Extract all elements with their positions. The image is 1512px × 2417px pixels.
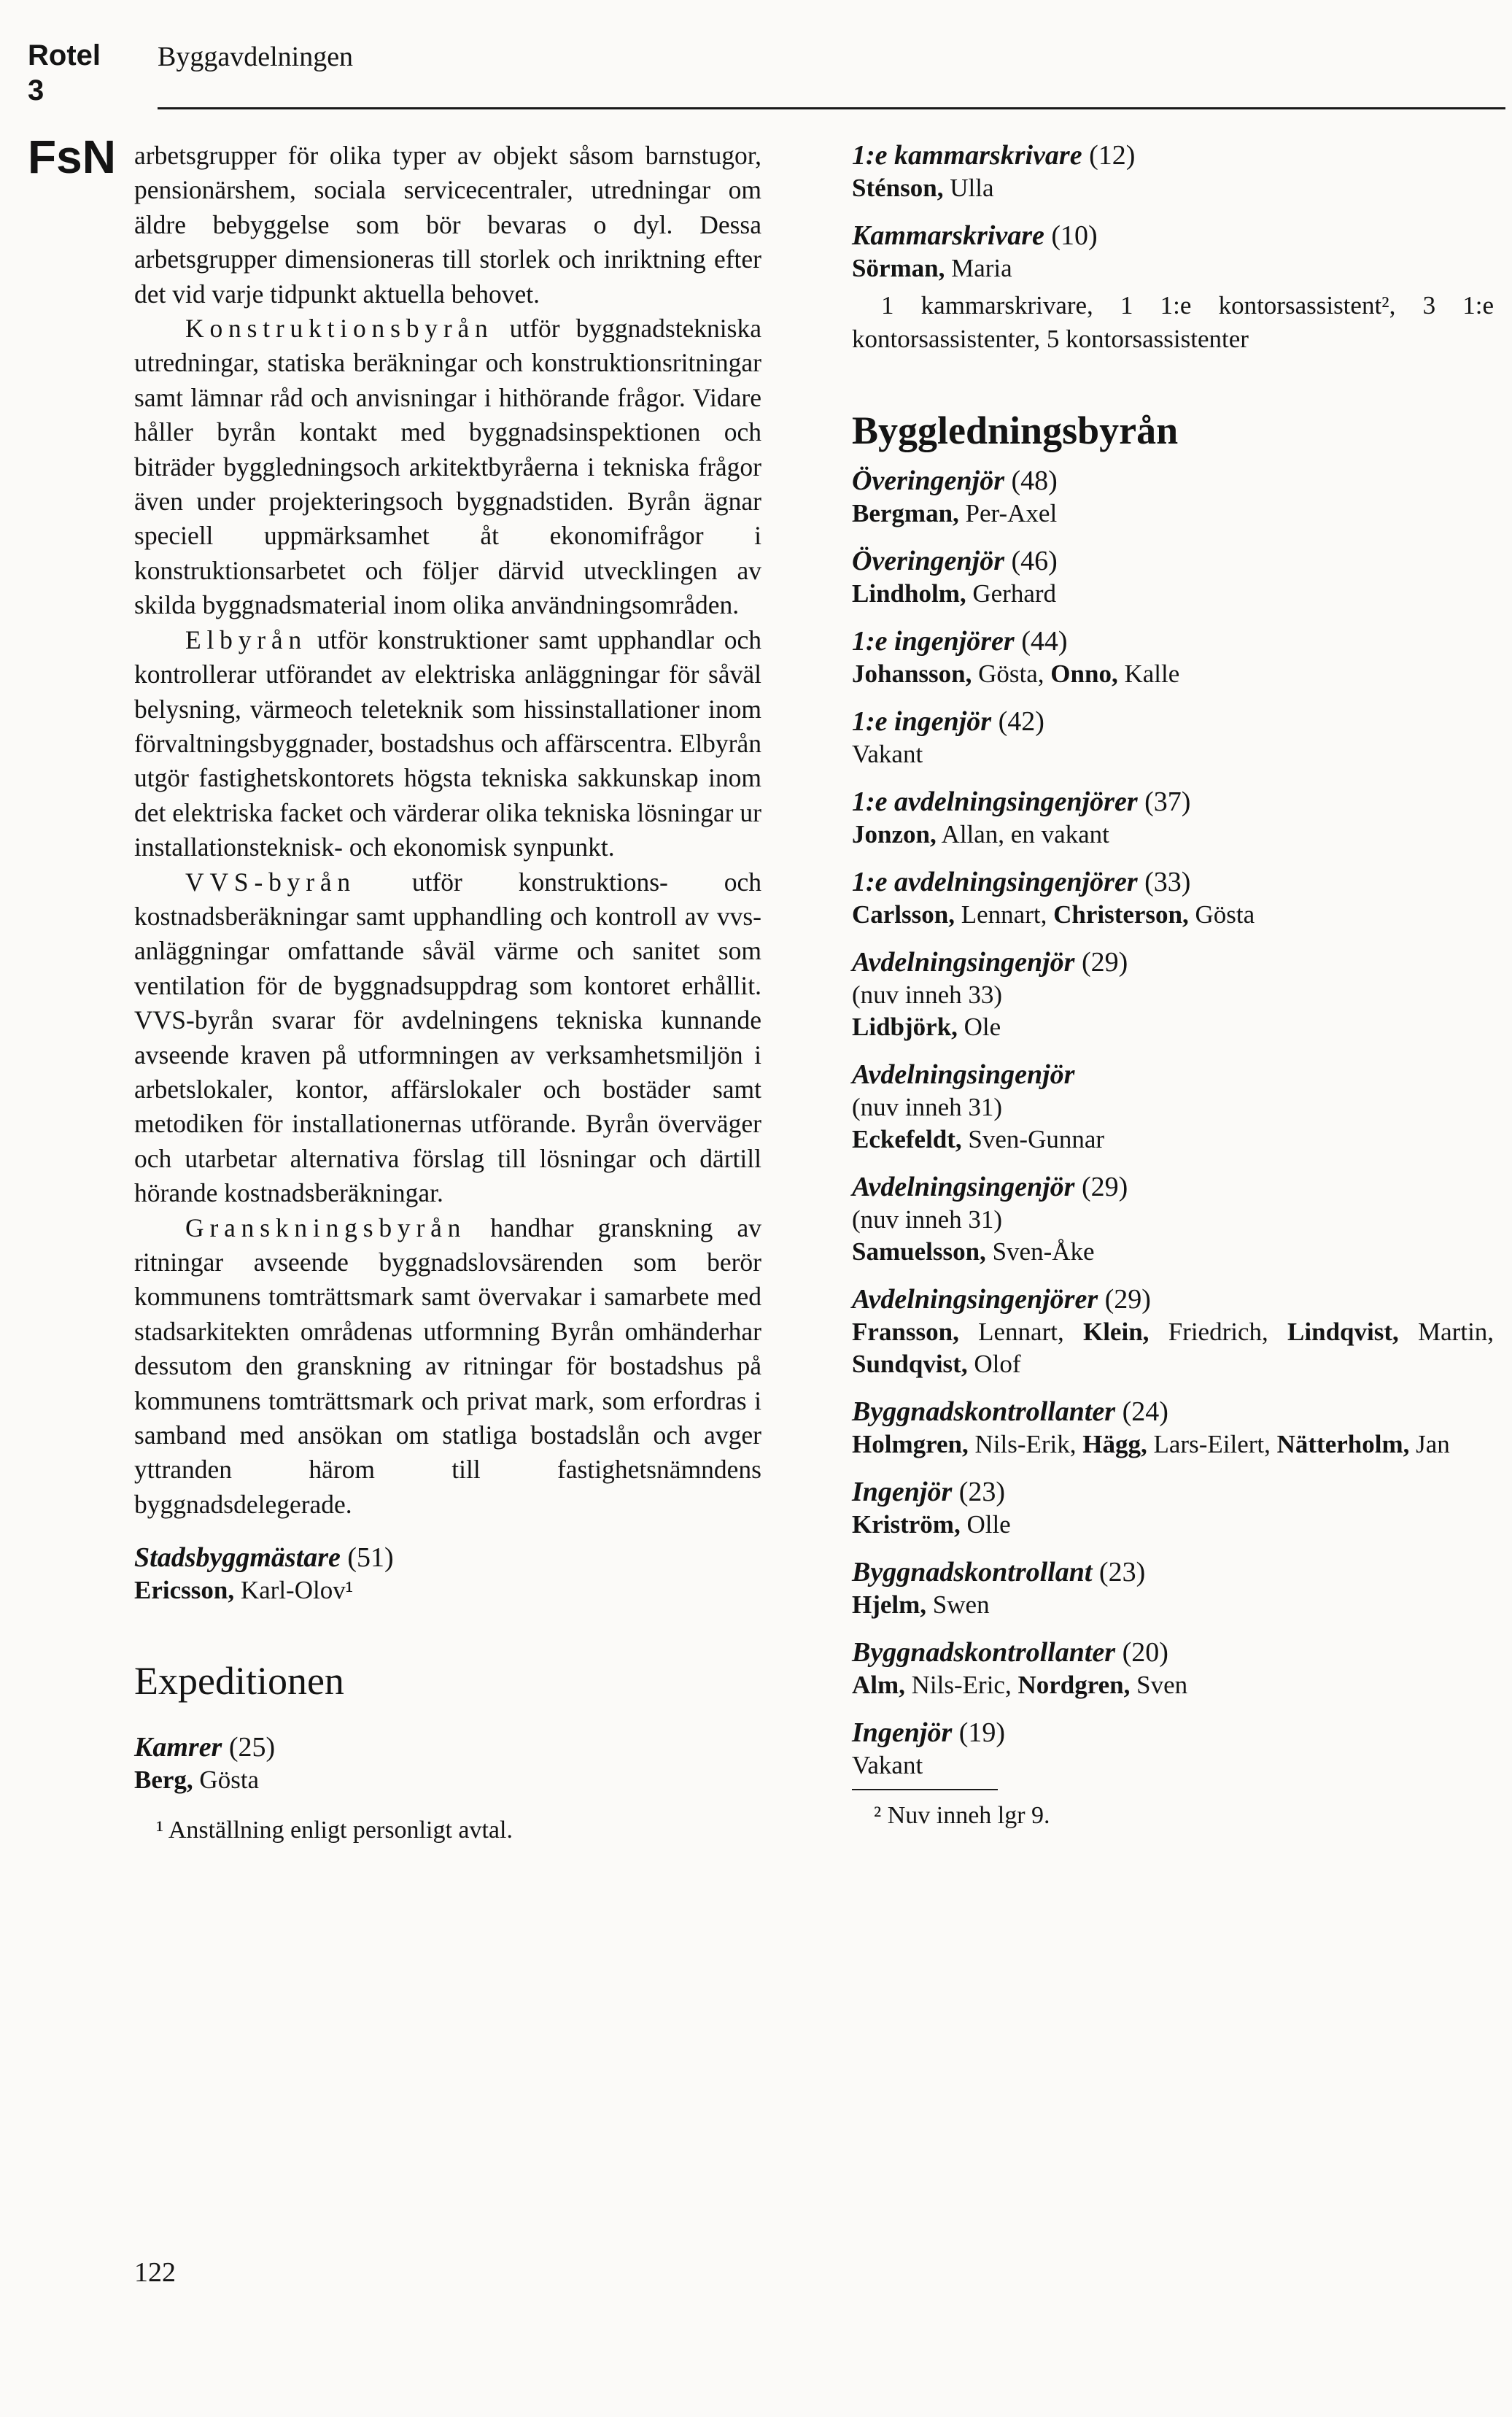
role-grade: (29): [1081, 947, 1128, 978]
surname: Sörman,: [852, 254, 945, 282]
role-title: 1:e ingenjör: [852, 706, 992, 737]
gransk-heading: Granskningsbyrån: [185, 1213, 467, 1242]
surname: Ericsson,: [134, 1576, 235, 1605]
surname: Fransson,: [852, 1318, 959, 1346]
footnote-2: ² Nuv inneh lgr 9.: [874, 1802, 1050, 1829]
names-stadsbyggmastare: [134, 1574, 761, 1606]
role-grade: (23): [958, 1477, 1006, 1507]
el-heading: Elbyrån: [185, 624, 308, 654]
given-name: Sven: [1136, 1671, 1188, 1699]
role-grade: (46): [1011, 546, 1058, 576]
surname: Kriström,: [852, 1510, 961, 1539]
section-heading-expeditionen: Expeditionen: [134, 1659, 344, 1703]
role-title: Byggnadskontrollanter: [852, 1637, 1116, 1668]
surname: Samuelsson,: [852, 1237, 986, 1266]
given-name: Gösta: [1195, 900, 1255, 929]
konstruktion-body: utför byggnadstekniska utredningar, statiska beräkningar och konstruktionsritningar samt lämnar råd och anvisningar i hithörande frågor. Vidare håller byrån kontakt med byggnadsinspektionen och biträder byggledningsoch arkitektbyråerna i tekniska frågor även under projekteringsoch byggnadstiden. Byrån ägnar speciell uppmärksamhet åt ekonomifrågor i konstruktionsarbetet och följer därvid utvecklingen av skilda byggnadsmaterial inom olika användningsområden.: [134, 314, 761, 620]
role-grade: (51): [347, 1542, 394, 1574]
header-rule: [158, 107, 1505, 109]
given-name: Martin,: [1418, 1318, 1494, 1346]
names-ingenjor-19: Vakant: [852, 1751, 923, 1779]
role-1e-ingenjor: [852, 705, 1494, 738]
given-name: Gösta: [199, 1766, 260, 1795]
role-1e-avdelningsingenjorer-37: [852, 785, 1494, 819]
surname: Lindqvist,: [1287, 1318, 1399, 1346]
footnote-rule: [852, 1789, 998, 1790]
role-title: Överingenjör: [852, 465, 1004, 496]
names-1e-ingenjor: Vakant: [852, 740, 923, 768]
rotel-label: [28, 38, 101, 108]
grade-note: (nuv inneh 33): [852, 981, 1003, 1009]
surname: Johansson,: [852, 660, 972, 688]
role-kamrer: [134, 1730, 761, 1764]
given-name: Lennart,: [978, 1318, 1064, 1346]
surname: Holmgren,: [852, 1430, 969, 1458]
names-1e-avdelningsingenjorer-33: [852, 899, 1494, 931]
body-text: [134, 139, 761, 1522]
el-body: utför konstruktioner samt upphandlar och kontrollerar utförandet av elektriska anläggningar för såväl belysning, värmeoch teleteknik som hissinstallationer inom förvaltningsbyggnader, bostadshus och affärscentra. Elbyrån utgör fastighetskontorets högsta tekniska sakkunskap inom det elektriska facket och värderar olika tekniska lösningar ur installationsteknisk- och ekonomisk synpunkt.: [134, 624, 761, 862]
surname: Alm,: [852, 1671, 905, 1699]
role-grade: (29): [1081, 1172, 1128, 1202]
paragraph-konstruktion: [134, 312, 761, 623]
page-number: 122: [134, 2257, 176, 2288]
section-heading-byggledningsbyran: Byggledningsbyrån: [852, 409, 1179, 452]
role-title: 1:e ingenjörer: [852, 626, 1015, 657]
department-title: Byggavdelningen: [158, 42, 354, 72]
surname: Nätterholm,: [1276, 1430, 1410, 1458]
role-ingenjor-19: [852, 1716, 1494, 1749]
role-title: 1:e avdelningsingenjörer: [852, 867, 1138, 897]
surname: Berg,: [134, 1766, 193, 1795]
names-1e-ingenjorer: [852, 658, 1494, 690]
given-name: Sven-Gunnar: [968, 1125, 1105, 1153]
given-name: Gösta,: [978, 660, 1044, 688]
given-name: Olle: [966, 1510, 1011, 1539]
given-name: Ole: [964, 1013, 1001, 1041]
given-name: Friedrich,: [1168, 1318, 1268, 1346]
given-name: Ulla: [950, 174, 994, 202]
surname: Carlsson,: [852, 900, 955, 929]
given-name: Allan, en vakant: [941, 820, 1109, 848]
role-grade: (37): [1144, 786, 1191, 817]
role-title: Överingenjör: [852, 546, 1004, 576]
staff-note: [852, 289, 1494, 356]
names-avdelningsingenjor-29a: [852, 979, 1494, 1043]
paragraph-arbetsgrupper: arbetsgrupper för olika typer av objekt såsom barnstugor, pensionärshem, sociala servicecentraler, utredningar om äldre bebyggelse som bör bevaras o dyl. Dessa arbetsgrupper dimensioneras till storlek och inriktning efter det vid varje tidpunkt aktuella behovet.: [134, 141, 761, 309]
names-ingenjor-23: [852, 1509, 1494, 1541]
role-1e-kammarskrivare: [852, 139, 1494, 172]
role-grade: (24): [1122, 1396, 1168, 1427]
grade-note: (nuv inneh 31): [852, 1093, 1003, 1121]
role-grade: (10): [1051, 220, 1098, 251]
given-name: Gerhard: [972, 579, 1057, 608]
rotel-number: 3: [28, 74, 44, 107]
names-kamrer: [134, 1764, 761, 1796]
role-title: Byggnadskontrollanter: [852, 1396, 1116, 1427]
role-grade: (19): [958, 1717, 1006, 1748]
role-byggnadskontrollanter-24: [852, 1395, 1494, 1428]
names-kammarskrivare: [852, 252, 1494, 285]
role-grade: (48): [1011, 465, 1058, 496]
role-grade: (44): [1021, 626, 1068, 657]
surname: Jonzon,: [852, 820, 937, 848]
role-title: Kamrer: [134, 1732, 222, 1763]
names-1e-kammarskrivare: [852, 172, 1494, 204]
given-name: Lennart,: [961, 900, 1047, 929]
role-grade: (25): [228, 1732, 276, 1763]
given-name: Nils-Erik,: [974, 1430, 1077, 1458]
surname: Nordgren,: [1017, 1671, 1131, 1699]
role-title: Byggnadskontrollant: [852, 1557, 1093, 1588]
given-name: Lars-Eilert,: [1153, 1430, 1271, 1458]
names-1e-avdelningsingenjorer-37: [852, 819, 1494, 851]
surname: Lindholm,: [852, 579, 966, 608]
surname: Sténson,: [852, 174, 944, 202]
paragraph-vvs: [134, 865, 761, 1211]
role-title: Avdelningsingenjör: [852, 947, 1075, 978]
names-avdelningsingenjor: [852, 1091, 1494, 1156]
surname: Christerson,: [1053, 900, 1189, 929]
role-grade: (29): [1104, 1284, 1151, 1315]
footnote-1: ¹ Anställning enligt personligt avtal.: [156, 1817, 513, 1844]
role-avdelningsingenjor: [852, 1058, 1494, 1091]
names-byggnadskontrollant-23: [852, 1589, 1494, 1621]
role-avdelningsingenjorer-29: [852, 1283, 1494, 1316]
vvs-body: utför konstruktions- och kostnadsberäkningar samt upphandling och kontroll av vvs-anläggningar omfattande såväl värme och sanitet som ventilation för de byggnadsuppdrag som kontoret erhållit. VVS-byrån svarar för avdelningens tekniska kunnande avseende kraven på utformningen av verksamhetsmiljön i arbetslokaler, kontor, affärslokaler och bostäder samt metodiken för installationernas utförande. Byrån överväger och utarbetar alternativa förslag till lösningar och därtill hörande kostnadsberäkningar.: [134, 867, 761, 1208]
role-title: Kammarskrivare: [852, 220, 1044, 251]
role-title: Avdelningsingenjör: [852, 1172, 1075, 1202]
given-name: Olof: [974, 1350, 1021, 1378]
left-column: [134, 139, 761, 1846]
rotel-label-text: Rotel: [28, 39, 101, 71]
role-title: Avdelningsingenjörer: [852, 1284, 1098, 1315]
paragraph-gransk: [134, 1211, 761, 1523]
paragraph-el: [134, 623, 761, 865]
given-name: Jan: [1416, 1430, 1450, 1458]
role-title: Stadsbyggmästare: [134, 1542, 341, 1574]
surname: Sundqvist,: [852, 1350, 968, 1378]
given-name: Karl-Olov¹: [240, 1576, 354, 1605]
role-ingenjor-23: [852, 1475, 1494, 1509]
grade-note: (nuv inneh 31): [852, 1205, 1003, 1234]
role-avdelningsingenjor-29a: [852, 945, 1494, 979]
surname: Lidbjörk,: [852, 1013, 958, 1041]
given-name: Nils-Eric,: [911, 1671, 1012, 1699]
role-1e-avdelningsingenjorer-33: [852, 865, 1494, 899]
surname: Hjelm,: [852, 1590, 927, 1619]
role-kammarskrivare: [852, 219, 1494, 252]
role-grade: (42): [998, 706, 1044, 737]
names-avdelningsingenjorer-29: [852, 1316, 1494, 1380]
role-grade: (12): [1089, 140, 1136, 171]
role-title: Avdelningsingenjör: [852, 1059, 1075, 1090]
gransk-body: handhar granskning av ritningar avseende byggnadslovsärenden som berör kommunens tomträttsmark samt övervakar i samarbete med stadsarkitekten områdenas utformning Byrån omhänderhar dessutom den granskning av ritningar för bostadshus på kommunens tomträttsmark och privat mark, som erfordras i samband med ansökan om statliga bostadslån och avger yttranden härom till fastighetsnämndens byggnadsdelegerade.: [134, 1213, 761, 1519]
given-name: Per-Axel: [965, 499, 1058, 527]
staff-note-text: 1 kammarskrivare, 1 1:e kontorsassistent², 3 1:e kontorsassistenter, 5 kontorsassistenter: [852, 291, 1494, 353]
surname: Onno,: [1050, 660, 1118, 688]
surname: Klein,: [1082, 1318, 1149, 1346]
given-name: Maria: [951, 254, 1012, 282]
role-grade: (33): [1144, 867, 1191, 897]
role-overingenjor-46: [852, 544, 1494, 578]
konstruktion-heading: Konstruktionsbyrån: [185, 314, 494, 344]
right-column: [852, 139, 1494, 1831]
role-overingenjor-48: [852, 464, 1494, 498]
role-title: Ingenjör: [852, 1477, 953, 1507]
surname: Hägg,: [1082, 1430, 1147, 1458]
names-overingenjor-46: [852, 578, 1494, 610]
role-title: 1:e kammarskrivare: [852, 140, 1082, 171]
given-name: Swen: [932, 1590, 990, 1619]
role-grade: (20): [1122, 1637, 1168, 1668]
given-name: Kalle: [1124, 660, 1180, 688]
role-stadsbyggmastare: [134, 1541, 761, 1574]
names-byggnadskontrollanter-20: [852, 1669, 1494, 1701]
role-avdelningsingenjor-29b: [852, 1170, 1494, 1204]
role-title: 1:e avdelningsingenjörer: [852, 786, 1138, 817]
names-byggnadskontrollanter-24: [852, 1428, 1494, 1461]
given-name: Sven-Åke: [992, 1237, 1095, 1266]
role-1e-ingenjorer: [852, 624, 1494, 658]
role-grade: (23): [1098, 1557, 1146, 1588]
names-overingenjor-48: [852, 498, 1494, 530]
fsn-label: FsN: [28, 131, 116, 183]
role-byggnadskontrollant-23: [852, 1555, 1494, 1589]
vvs-heading: VVS-byrån: [185, 867, 356, 897]
role-title: Ingenjör: [852, 1717, 953, 1748]
surname: Eckefeldt,: [852, 1125, 962, 1153]
role-byggnadskontrollanter-20: [852, 1636, 1494, 1669]
names-avdelningsingenjor-29b: [852, 1204, 1494, 1268]
surname: Bergman,: [852, 499, 959, 527]
